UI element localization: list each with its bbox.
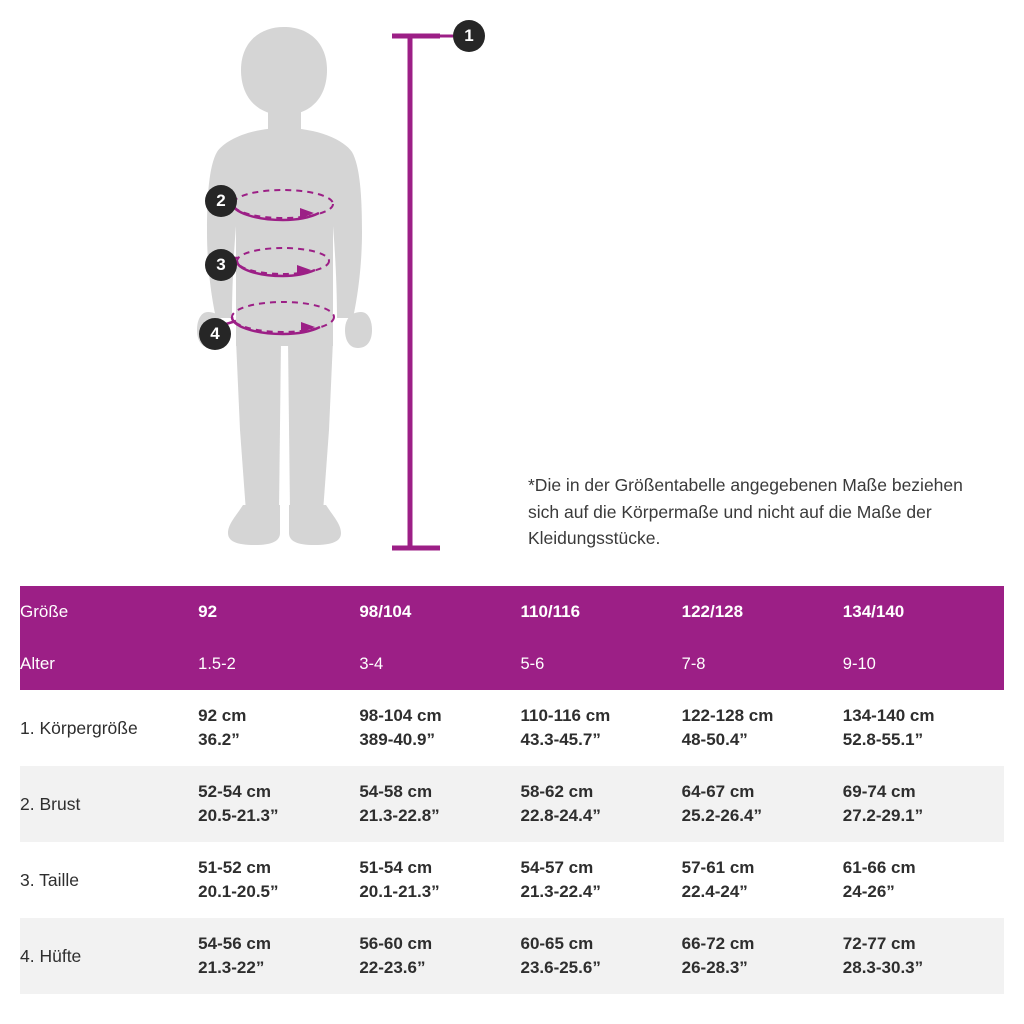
cell-waist-98-104: 51-54 cm 20.1-21.3” bbox=[359, 857, 440, 901]
header-size-col-5: 134/140 bbox=[843, 586, 1004, 638]
cell-hips-122-128: 66-72 cm 26-28.3” bbox=[681, 933, 755, 977]
header-label-age: Alter bbox=[20, 638, 198, 690]
cell-chest-98-104: 54-58 cm 21.3-22.8” bbox=[359, 781, 440, 825]
row-label-chest: 2. Brust bbox=[20, 793, 81, 814]
header-size-col-4: 122/128 bbox=[682, 586, 843, 638]
marker-2-chest: 2 bbox=[205, 185, 237, 217]
cell-chest-92: 52-54 cm 20.5-21.3” bbox=[198, 781, 279, 825]
header-age-col-4: 7-8 bbox=[682, 638, 843, 690]
table-row bbox=[20, 766, 1004, 842]
header-row-size bbox=[20, 586, 1004, 638]
header-age-col-1: 1.5-2 bbox=[198, 638, 359, 690]
cell-height-134-140: 134-140 cm 52.8-55.1” bbox=[842, 705, 935, 749]
row-label-hips: 4. Hüfte bbox=[20, 945, 82, 966]
height-measure-line bbox=[392, 36, 470, 548]
cell-waist-110-116: 54-57 cm 21.3-22.4” bbox=[520, 857, 601, 901]
header-row-age bbox=[20, 638, 1004, 690]
cell-height-92: 92 cm 36.2” bbox=[198, 705, 247, 749]
size-chart-body bbox=[20, 690, 1004, 994]
row-label-waist: 3. Taille bbox=[20, 869, 80, 890]
cell-waist-134-140: 61-66 cm 24-26” bbox=[842, 857, 916, 901]
cell-waist-122-128: 57-61 cm 22.4-24” bbox=[681, 857, 755, 901]
cell-height-122-128: 122-128 cm 48-50.4” bbox=[681, 705, 774, 749]
measurement-note: *Die in der Größentabelle angegebenen Maße beziehen sich auf die Körpermaße und nicht auf die Maße der Kleidungsstücke. bbox=[528, 475, 963, 549]
header-age-col-2: 3-4 bbox=[359, 638, 520, 690]
marker-4-hips: 4 bbox=[199, 318, 231, 350]
header-size-col-1: 92 bbox=[198, 586, 359, 638]
cell-chest-110-116: 58-62 cm 22.8-24.4” bbox=[520, 781, 601, 825]
cell-chest-134-140: 69-74 cm 27.2-29.1” bbox=[842, 781, 924, 825]
marker-1-height: 1 bbox=[453, 20, 485, 52]
cell-hips-110-116: 60-65 cm 23.6-25.6” bbox=[520, 933, 601, 977]
header-age-col-5: 9-10 bbox=[843, 638, 1004, 690]
header-size-col-3: 110/116 bbox=[520, 586, 681, 638]
cell-height-98-104: 98-104 cm 389-40.9” bbox=[359, 705, 442, 749]
table-row bbox=[20, 690, 1004, 766]
cell-chest-122-128: 64-67 cm 25.2-26.4” bbox=[681, 781, 762, 825]
cell-hips-98-104: 56-60 cm 22-23.6” bbox=[359, 933, 433, 977]
header-age-col-3: 5-6 bbox=[520, 638, 681, 690]
header-size-col-2: 98/104 bbox=[359, 586, 520, 638]
row-label-height: 1. Körpergröße bbox=[20, 717, 138, 738]
cell-hips-134-140: 72-77 cm 28.3-30.3” bbox=[842, 933, 924, 977]
table-row bbox=[20, 842, 1004, 918]
marker-3-waist: 3 bbox=[205, 249, 237, 281]
child-body-silhouette bbox=[197, 27, 372, 545]
cell-height-110-116: 110-116 cm 43.3-45.7” bbox=[520, 705, 611, 749]
header-label-size: Größe bbox=[20, 586, 198, 638]
cell-hips-92: 54-56 cm 21.3-22” bbox=[198, 933, 271, 977]
size-chart-header bbox=[20, 586, 1004, 690]
table-row bbox=[20, 918, 1004, 994]
size-chart-table bbox=[20, 586, 1004, 994]
cell-waist-92: 51-52 cm 20.1-20.5” bbox=[198, 857, 279, 901]
